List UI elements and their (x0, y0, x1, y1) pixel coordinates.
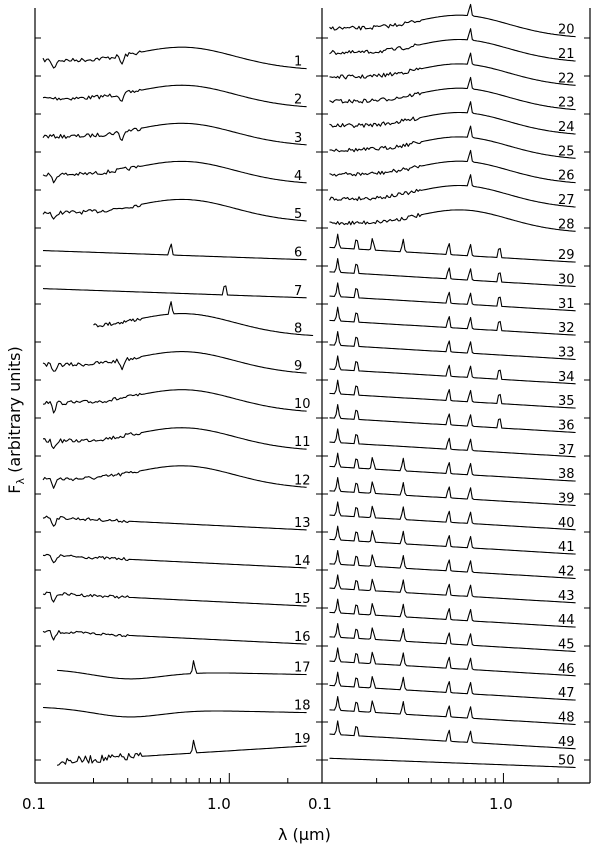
svg-text:Fλ (arbitrary units) (5, 346, 27, 493)
spectrum-39 (330, 478, 576, 506)
x-tick-label-left-1p0: 1.0 (207, 795, 231, 813)
spectrum-11 (43, 428, 307, 450)
spectrum-6 (43, 244, 307, 260)
spectrum-46 (330, 648, 576, 676)
spectrum-label-4: 4 (294, 168, 303, 184)
spectrum-48 (330, 697, 576, 725)
spectrum-9 (43, 352, 307, 374)
spectrum-label-35: 35 (558, 394, 575, 410)
spectrum-2 (43, 85, 307, 107)
spectrum-38 (330, 453, 576, 481)
spectrum-21 (330, 29, 576, 61)
spectrum-label-38: 38 (558, 467, 575, 483)
spectrum-27 (330, 175, 576, 207)
spectrum-45 (330, 624, 576, 652)
spectrum-15 (43, 592, 307, 606)
spectrum-label-15: 15 (294, 592, 311, 608)
spectrum-label-2: 2 (294, 92, 303, 108)
spectrum-label-5: 5 (294, 206, 303, 222)
spectrum-24 (330, 102, 576, 134)
spectrum-22 (330, 53, 576, 85)
spectrum-label-33: 33 (558, 345, 575, 361)
spectrum-17 (57, 661, 307, 679)
spectrum-32 (330, 307, 576, 335)
y-axis-label-sub: λ (14, 477, 27, 485)
spectrum-35 (330, 380, 576, 408)
spectrum-20 (330, 4, 576, 36)
spectrum-label-26: 26 (558, 168, 575, 184)
spectrum-label-19: 19 (294, 731, 311, 747)
y-axis-label-main: F (5, 484, 24, 494)
y-axis-label-rest: (arbitrary units) (5, 346, 24, 478)
spectrum-3 (43, 123, 307, 145)
spectrum-label-46: 46 (558, 661, 575, 677)
spectrum-40 (330, 502, 576, 530)
spectrum-label-45: 45 (558, 637, 575, 653)
y-axis-label (5, 346, 27, 493)
spectra-series (43, 4, 576, 767)
spectrum-label-25: 25 (558, 144, 575, 160)
spectrum-18 (43, 708, 307, 717)
spectrum-7 (43, 283, 307, 299)
spectrum-10 (43, 390, 307, 413)
spectrum-16 (43, 631, 307, 645)
spectrum-47 (330, 672, 576, 700)
spectrum-13 (43, 516, 307, 530)
spectrum-label-24: 24 (558, 120, 575, 136)
spectrum-label-14: 14 (294, 553, 311, 569)
spectrum-label-23: 23 (558, 95, 575, 111)
x-tick-label-right-1p0: 1.0 (489, 795, 513, 813)
spectrum-34 (330, 356, 576, 384)
spectrum-label-9: 9 (294, 359, 303, 375)
spectrum-label-10: 10 (294, 397, 311, 413)
spectrum-label-32: 32 (558, 321, 575, 337)
spectrum-1 (43, 47, 307, 68)
spectrum-14 (43, 554, 307, 568)
x-tick-label-right-0p1: 0.1 (308, 795, 332, 813)
spectrum-37 (330, 429, 576, 457)
spectrum-label-44: 44 (558, 613, 575, 629)
spectrum-4 (43, 161, 307, 182)
spectrum-8 (94, 302, 314, 336)
spectrum-49 (330, 721, 576, 749)
spectrum-23 (330, 77, 576, 109)
spectrum-label-41: 41 (558, 540, 575, 556)
spectrum-19 (57, 740, 307, 765)
spectrum-label-17: 17 (294, 660, 311, 676)
spectrum-label-34: 34 (558, 369, 575, 385)
spectrum-label-36: 36 (558, 418, 575, 434)
spectrum-label-11: 11 (294, 435, 311, 451)
spectrum-44 (330, 599, 576, 627)
spectrum-label-3: 3 (294, 130, 303, 146)
spectrum-30 (330, 259, 576, 287)
spectrum-12 (43, 466, 307, 489)
spectrum-label-31: 31 (558, 296, 575, 312)
spectrum-50 (330, 758, 576, 767)
spectrum-label-30: 30 (558, 272, 575, 288)
spectrum-label-8: 8 (294, 321, 303, 337)
x-tick-label-left-0p1: 0.1 (22, 795, 46, 813)
spectrum-label-42: 42 (558, 564, 575, 580)
spectrum-label-49: 49 (558, 734, 575, 750)
spectrum-label-27: 27 (558, 193, 575, 209)
x-axis-label: λ (μm) (278, 825, 331, 844)
spectrum-31 (330, 283, 576, 311)
spectrum-label-37: 37 (558, 442, 575, 458)
spectrum-43 (330, 575, 576, 603)
spectrum-label-47: 47 (558, 686, 575, 702)
spectrum-26 (330, 150, 576, 182)
spectrum-label-12: 12 (294, 473, 311, 489)
spectrum-label-1: 1 (294, 54, 303, 70)
spectrum-42 (330, 551, 576, 579)
spectrum-label-20: 20 (558, 22, 575, 38)
spectrum-label-7: 7 (294, 283, 303, 299)
spectrum-label-50: 50 (558, 753, 575, 769)
spectrum-29 (330, 234, 576, 262)
spectrum-41 (330, 526, 576, 554)
spectrum-label-29: 29 (558, 248, 575, 264)
spectrum-28 (330, 210, 576, 231)
spectrum-label-48: 48 (558, 710, 575, 726)
spectrum-25 (330, 126, 576, 158)
spectrum-label-18: 18 (294, 698, 311, 714)
spectrum-label-22: 22 (558, 71, 575, 87)
spectrum-label-43: 43 (558, 588, 575, 604)
spectrum-label-40: 40 (558, 515, 575, 531)
spectrum-label-39: 39 (558, 491, 575, 507)
spectrum-label-16: 16 (294, 630, 311, 646)
spectrum-label-6: 6 (294, 245, 303, 261)
spectrum-label-28: 28 (558, 217, 575, 233)
spectrum-5 (43, 199, 307, 221)
spectrum-label-21: 21 (558, 47, 575, 63)
spectrum-33 (330, 332, 576, 360)
spectrum-label-13: 13 (294, 515, 311, 531)
spectrum-36 (330, 405, 576, 433)
